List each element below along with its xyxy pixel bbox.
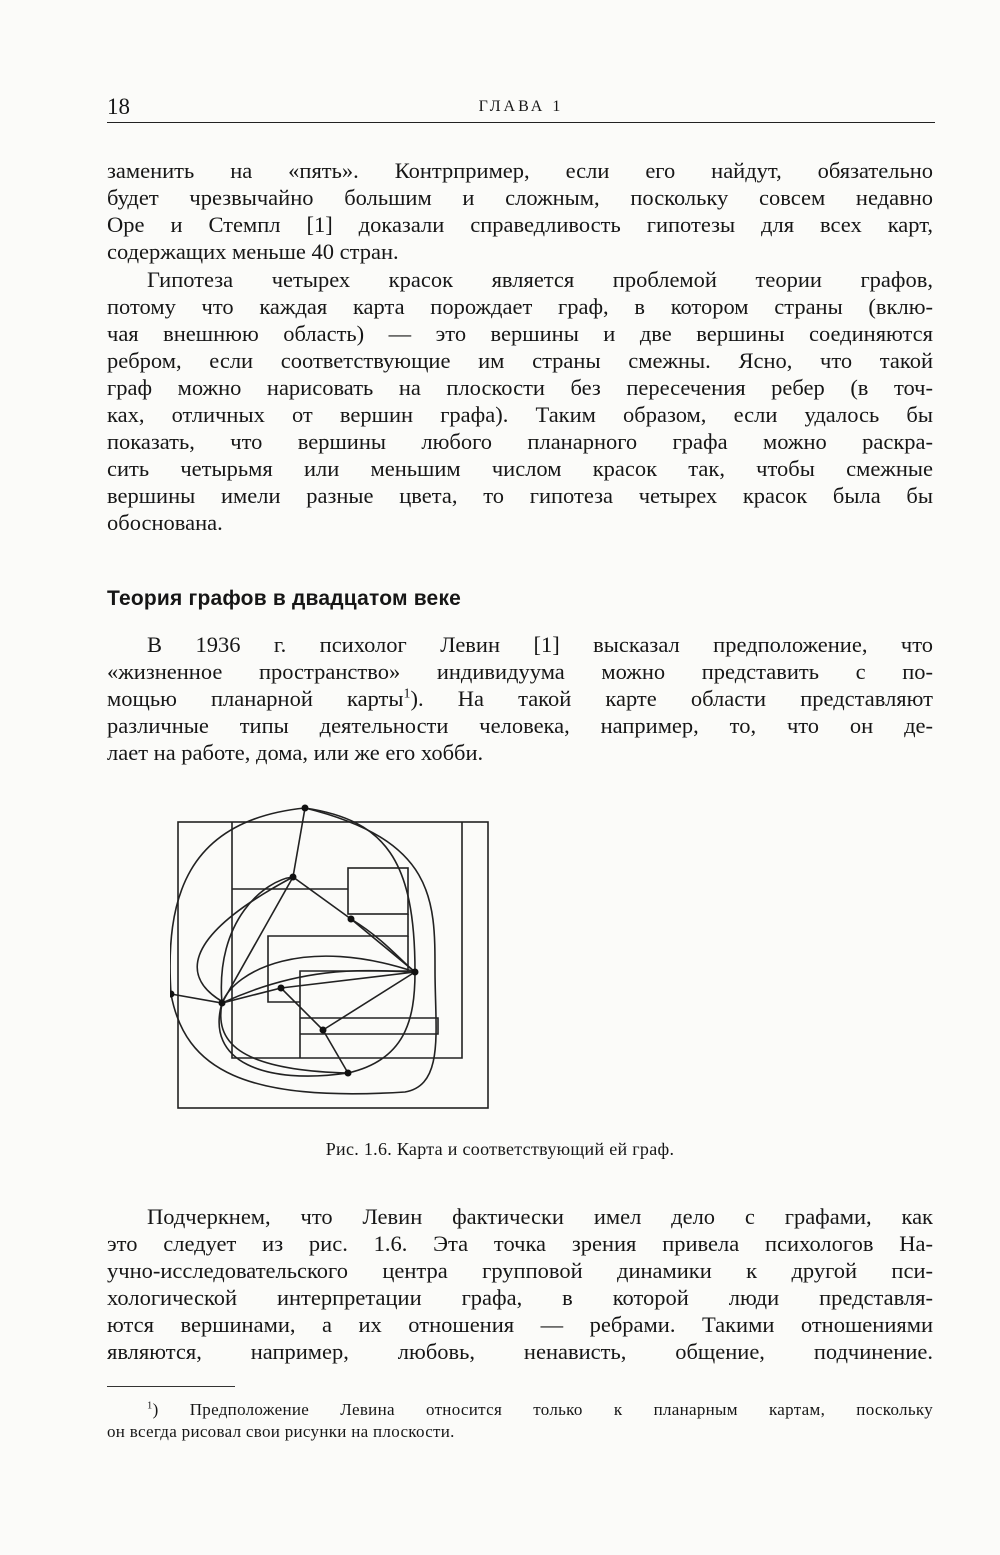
text-line: содержащих меньше 40 стран. — [107, 239, 399, 264]
footnote-line — [107, 1399, 933, 1421]
text-line: ках, отличных от вершин графа). Таким образом, если удалось бы — [107, 402, 933, 427]
map-region-outline — [300, 936, 408, 1058]
graph-vertex — [412, 969, 419, 976]
text-line: лает на работе, дома, или же его хобби. — [107, 740, 484, 765]
text-line: обоснована. — [107, 510, 223, 535]
map-diagram — [178, 822, 488, 1108]
figure-caption: Рис. 1.6. Карта и соответствующий ей граф. — [325, 1139, 675, 1159]
graph-vertex — [348, 916, 355, 923]
footnote-marker[interactable]: 1 — [403, 686, 411, 702]
text-fragment: ). На такой карте области представляют — [410, 686, 933, 711]
graph-vertex — [320, 1027, 327, 1034]
text-line: ребром, если соответствующие им страны смежны. Ясно, что такой — [107, 348, 933, 373]
text-line: будет чрезвычайно большим и сложным, поскольку совсем недавно — [107, 185, 933, 210]
footnote-text: ) Предположение Левина относится только к планарным картам, поскольку — [152, 1400, 933, 1419]
graph-vertex — [345, 1070, 352, 1077]
text-line: различные типы деятельности человека, например, то, что он де- — [107, 713, 933, 738]
graph-edge — [170, 808, 436, 1094]
paragraph-2 — [107, 266, 933, 536]
text-line: Оре и Стемпл [1] доказали справедливость гипотезы для всех карт, — [107, 212, 933, 237]
text-line: заменить на «пять». Контрпример, если его найдут, обязательно — [107, 158, 933, 183]
text-line: учно-исследовательского центра групповой динамики к другой пси- — [107, 1258, 933, 1283]
page-number: 18 — [107, 94, 130, 119]
text-line: вершины имели разные цвета, то гипотеза четырех красок была бы — [107, 483, 933, 508]
graph-edge — [293, 808, 305, 877]
text-line: показать, что вершины любого планарного графа можно раскра- — [107, 429, 933, 454]
running-head: ГЛАВА 1 — [478, 98, 564, 115]
map-outer-border — [178, 822, 488, 1108]
text-line: потому что каждая карта порождает граф, в котором страны (вклю- — [107, 294, 933, 319]
text-line: являются, например, любовь, ненависть, общение, подчинение. — [107, 1339, 933, 1364]
graph-edge — [281, 972, 415, 1030]
text-line-with-footnote — [107, 685, 933, 712]
text-line: Гипотеза четырех красок является проблемой теории графов, — [147, 267, 933, 292]
text-line: сить четырьмя или меньшим числом красок так, чтобы смежные — [107, 456, 933, 481]
page-header — [107, 88, 935, 123]
paragraph-3 — [107, 631, 933, 766]
figure-map-and-graph — [170, 800, 710, 1125]
graph-edge — [305, 808, 415, 972]
section-heading: Теория графов в двадцатом веке — [107, 587, 462, 610]
graph-vertex — [302, 805, 309, 812]
graph-vertex — [290, 874, 297, 881]
footnote-line: он всегда рисовал свои рисунки на плоскости. — [107, 1422, 455, 1441]
text-line: В 1936 г. психолог Левин [1] высказал предположение, что — [147, 632, 933, 657]
paragraph-1 — [107, 157, 933, 265]
footnote-marker: 1 — [147, 1400, 153, 1412]
text-line: чая внешнюю область) — это вершины и две вершины соединяются — [107, 321, 933, 346]
text-line: «жизненное пространство» индивидуума можно представить с по- — [107, 659, 933, 684]
text-line: граф можно нарисовать на плоскости без пересечения ребер (в точ- — [107, 375, 933, 400]
text-line: хологической интерпретации графа, в которой люди представля- — [107, 1285, 933, 1310]
map-region-outline — [232, 822, 462, 1058]
graph-edge — [197, 877, 293, 1002]
graph-diagram — [170, 808, 436, 1094]
text-line: ются вершинами, а их отношения — ребрами. Такими отношениями — [107, 1312, 933, 1337]
graph-vertex — [219, 1000, 226, 1007]
map-region-outline — [348, 868, 408, 914]
graph-vertex — [278, 985, 285, 992]
text-line: Подчеркнем, что Левин фактически имел дело с графами, как — [147, 1204, 933, 1229]
paragraph-4 — [107, 1203, 933, 1365]
text-line: это следует из рис. 1.6. Эта точка зрения привела психологов На- — [107, 1231, 933, 1256]
text-fragment: мощью планарной карты — [107, 686, 404, 711]
footnote-divider — [107, 1386, 235, 1387]
footnote — [107, 1399, 933, 1443]
graph-vertex — [170, 991, 175, 998]
